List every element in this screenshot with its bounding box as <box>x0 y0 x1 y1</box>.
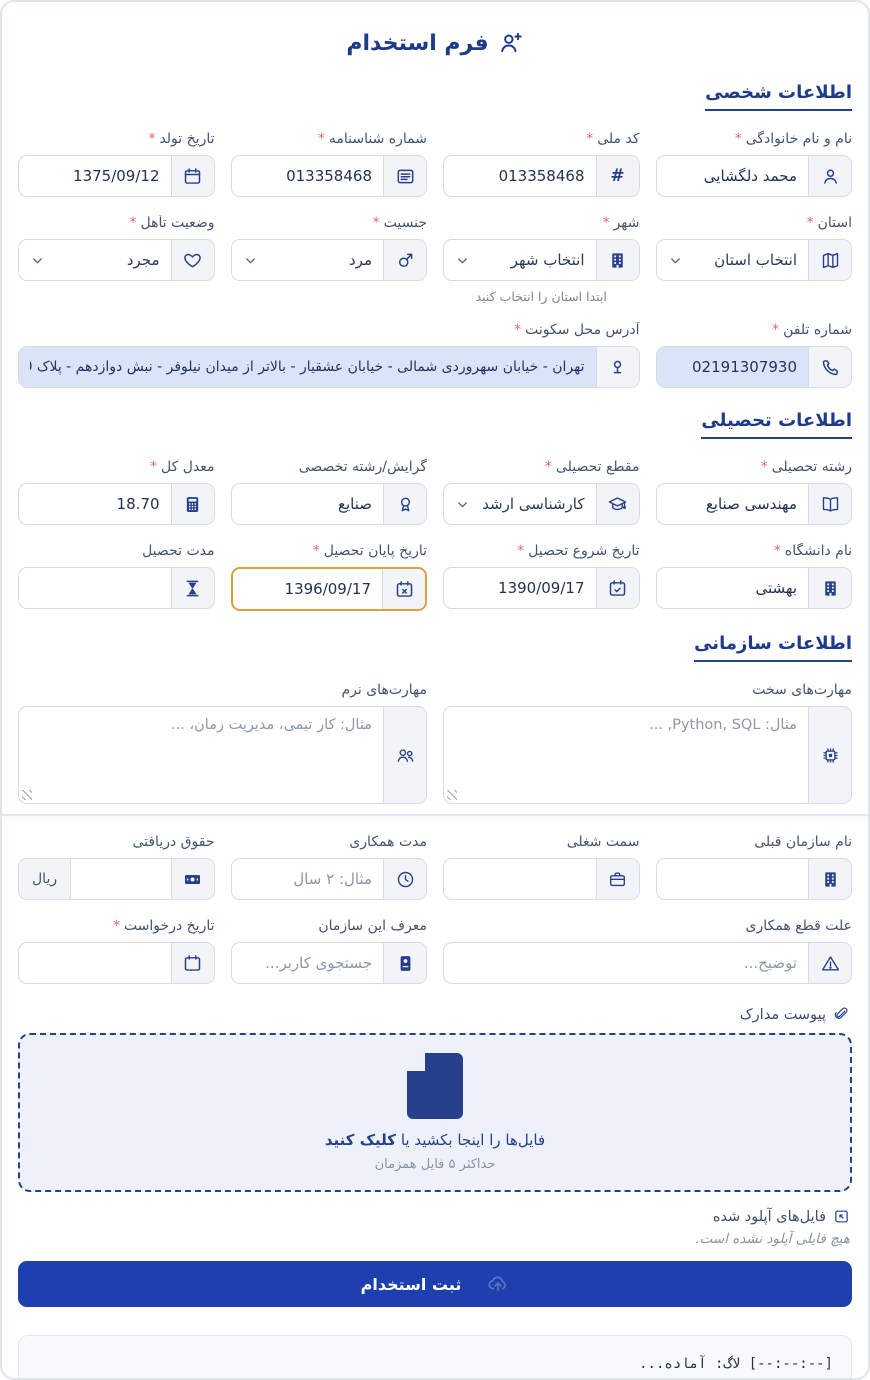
resize-handle[interactable] <box>22 790 32 800</box>
phone-label: شماره تلفن <box>783 322 852 338</box>
marital-status-selected-value: مجرد <box>126 251 160 269</box>
full-name-label: نام و نام خانوادگی <box>745 131 852 147</box>
soft-skills-label: مهارت‌های نرم <box>341 682 427 698</box>
field-soft-skills <box>18 682 427 804</box>
university-input[interactable] <box>657 568 809 608</box>
address-label: آدرس محل سکونت <box>525 322 640 338</box>
field-study-start <box>443 543 640 611</box>
log-bar <box>18 1335 852 1380</box>
building-icon <box>808 859 851 899</box>
calendar-x-icon <box>382 569 425 609</box>
section-title-education: اطلاعات تحصیلی <box>701 410 852 439</box>
calculator-icon <box>171 484 214 524</box>
submit-button[interactable] <box>18 1261 852 1307</box>
termination-reason-label: علت قطع همکاری <box>745 918 852 934</box>
study-field-input[interactable] <box>657 484 809 524</box>
chevron-down-icon <box>455 253 470 268</box>
degree-select[interactable] <box>444 484 596 524</box>
field-birth-certificate <box>231 131 428 197</box>
required-mark: * <box>586 131 594 147</box>
required-mark: * <box>129 215 137 231</box>
gpa-label: معدل کل <box>161 459 215 475</box>
scroll-divider <box>2 814 868 816</box>
salary-currency-suffix: ریال <box>19 859 71 899</box>
field-study-end <box>231 543 428 611</box>
field-job-title <box>443 834 640 900</box>
study-field-label: رشته تحصیلی <box>771 459 852 475</box>
cooperation-duration-input[interactable] <box>232 859 384 899</box>
required-mark: * <box>772 322 780 338</box>
clock-icon <box>383 859 426 899</box>
soft-skills-textarea[interactable] <box>19 707 383 803</box>
referrer-label: معرف این سازمان <box>318 918 427 934</box>
calendar-icon <box>171 156 214 196</box>
required-mark: * <box>806 215 814 231</box>
award-icon <box>383 484 426 524</box>
birth-date-label: تاریخ تولد <box>159 131 215 147</box>
request-date-input[interactable] <box>19 943 171 983</box>
hard-skills-label: مهارت‌های سخت <box>752 682 852 698</box>
marital-status-select[interactable] <box>19 240 171 280</box>
page-title-text: فرم استخدام <box>346 30 489 56</box>
degree-label: مقطع تحصیلی <box>555 459 640 475</box>
field-degree <box>443 459 640 525</box>
gender-label: جنسیت <box>383 215 427 231</box>
required-mark: * <box>148 131 156 147</box>
field-full-name <box>656 131 853 197</box>
marital-status-label: وضعیت تأهل <box>140 215 215 231</box>
city-label: شهر <box>613 215 640 231</box>
field-prev-org <box>656 834 853 900</box>
required-mark: * <box>317 131 325 147</box>
required-mark: * <box>773 543 781 559</box>
cooperation-duration-label: مدت همکاری <box>349 834 427 850</box>
chevron-down-icon <box>30 253 45 268</box>
required-mark: * <box>517 543 525 559</box>
page-title <box>18 30 852 56</box>
national-code-label: کد ملی <box>597 131 640 147</box>
birth-date-input[interactable] <box>19 156 171 196</box>
field-salary <box>18 834 215 900</box>
gender-select[interactable] <box>232 240 384 280</box>
phone-icon <box>808 347 851 387</box>
city-hint: ابتدا استان را انتخاب کنید <box>475 289 607 304</box>
warning-icon <box>808 943 851 983</box>
full-name-input[interactable] <box>657 156 809 196</box>
submit-button-label: ثبت استخدام <box>360 1274 462 1294</box>
required-mark: * <box>734 131 742 147</box>
field-phone <box>656 322 853 388</box>
field-university <box>656 543 853 611</box>
phone-input[interactable] <box>657 347 809 387</box>
salary-input[interactable] <box>71 859 170 899</box>
required-mark: * <box>602 215 610 231</box>
dropzone-text-bold: کلیک کنید <box>324 1131 397 1149</box>
attachments-title <box>20 1006 850 1023</box>
person-icon <box>808 156 851 196</box>
folder-export-icon <box>833 1208 850 1225</box>
gender-icon <box>383 240 426 280</box>
heart-icon <box>171 240 214 280</box>
field-hard-skills <box>443 682 852 804</box>
upload-cloud-icon <box>487 1273 509 1295</box>
location-pin-icon <box>596 347 639 387</box>
specialization-input[interactable] <box>232 484 384 524</box>
book-icon <box>808 484 851 524</box>
required-mark: * <box>112 918 120 934</box>
contact-card-icon <box>383 943 426 983</box>
birth-certificate-input[interactable] <box>232 156 384 196</box>
dropzone-text: فایل‌ها را اینجا بکشید یا <box>400 1131 546 1149</box>
required-mark: * <box>372 215 380 231</box>
required-mark: * <box>150 459 157 475</box>
uploaded-files-empty-message: هیچ فایلی آپلود نشده است. <box>695 1231 850 1247</box>
file-icon <box>407 1053 463 1119</box>
study-end-label: تاریخ پایان تحصیل <box>323 543 427 559</box>
study-start-input[interactable] <box>444 568 596 608</box>
attachments-title-text: پیوست مدارک <box>739 1006 826 1023</box>
salary-label: حقوق دریافتی <box>132 834 215 850</box>
people-icon <box>383 707 426 803</box>
field-province <box>656 215 853 304</box>
field-referrer <box>231 918 428 984</box>
map-icon <box>808 240 851 280</box>
field-request-date <box>18 918 215 984</box>
field-national-code <box>443 131 640 197</box>
hourglass-icon <box>171 568 214 608</box>
degree-selected-value: کارشناسی ارشد <box>482 495 585 513</box>
uploaded-files-title-text: فایل‌های آپلود شده <box>712 1208 826 1225</box>
required-mark: * <box>760 459 768 475</box>
field-address <box>18 322 640 388</box>
city-select[interactable] <box>444 240 596 280</box>
chevron-down-icon <box>668 253 683 268</box>
job-title-label: سمت شغلی <box>566 834 640 850</box>
gender-selected-value: مرد <box>349 251 372 269</box>
required-mark: * <box>312 543 320 559</box>
graduation-cap-icon <box>596 484 639 524</box>
section-title-organization: اطلاعات سازمانی <box>694 633 852 662</box>
section-title-personal: اطلاعات شخصی <box>705 82 852 111</box>
address-input[interactable] <box>19 347 596 387</box>
field-marital-status <box>18 215 215 304</box>
province-label: استان <box>817 215 852 231</box>
prev-org-input[interactable] <box>657 859 809 899</box>
building-icon <box>596 240 639 280</box>
university-label: نام دانشگاه <box>784 543 852 559</box>
national-code-input[interactable] <box>444 156 596 196</box>
province-selected-value: انتخاب استان <box>714 251 797 269</box>
paperclip-icon <box>833 1006 850 1023</box>
field-study-duration <box>18 543 215 611</box>
field-city <box>443 215 640 304</box>
study-duration-label: مدت تحصیل <box>142 543 215 559</box>
id-document-icon <box>383 156 426 196</box>
dropzone-hint: حداکثر ۵ فایل همزمان <box>374 1157 496 1172</box>
banknote-icon <box>171 859 214 899</box>
gpa-input[interactable] <box>19 484 171 524</box>
required-mark: * <box>544 459 552 475</box>
calendar-icon <box>171 943 214 983</box>
field-study-field <box>656 459 853 525</box>
referrer-input[interactable] <box>232 943 384 983</box>
field-gpa <box>18 459 215 525</box>
termination-reason-input[interactable] <box>444 943 808 983</box>
field-specialization <box>231 459 428 525</box>
log-text: [--:--:--] لاگ: آماده... <box>639 1356 833 1372</box>
field-gender <box>231 215 428 304</box>
building-icon <box>808 568 851 608</box>
field-cooperation-duration <box>231 834 428 900</box>
request-date-label: تاریخ درخواست <box>123 918 215 934</box>
resize-handle[interactable] <box>447 790 457 800</box>
study-duration-input[interactable] <box>19 568 171 608</box>
birth-certificate-label: شماره شناسنامه <box>328 131 427 147</box>
calendar-check-icon <box>596 568 639 608</box>
study-start-label: تاریخ شروع تحصیل <box>528 543 640 559</box>
field-birth-date <box>18 131 215 197</box>
prev-org-label: نام سازمان قبلی <box>754 834 852 850</box>
briefcase-icon <box>596 859 639 899</box>
chevron-down-icon <box>455 497 470 512</box>
uploaded-files-title <box>20 1208 850 1225</box>
cpu-chip-icon <box>808 707 851 803</box>
hard-skills-textarea[interactable] <box>444 707 808 803</box>
study-end-input[interactable] <box>233 569 383 609</box>
chevron-down-icon <box>243 253 258 268</box>
job-title-input[interactable] <box>444 859 596 899</box>
province-select[interactable] <box>657 240 809 280</box>
field-termination-reason <box>443 918 852 984</box>
specialization-label: گرایش/رشته تخصصی <box>298 459 427 475</box>
file-dropzone[interactable] <box>18 1033 852 1192</box>
person-plus-icon <box>498 30 524 56</box>
hash-icon: # <box>596 156 639 196</box>
required-mark: * <box>514 322 522 338</box>
city-selected-value: انتخاب شهر <box>510 251 585 269</box>
